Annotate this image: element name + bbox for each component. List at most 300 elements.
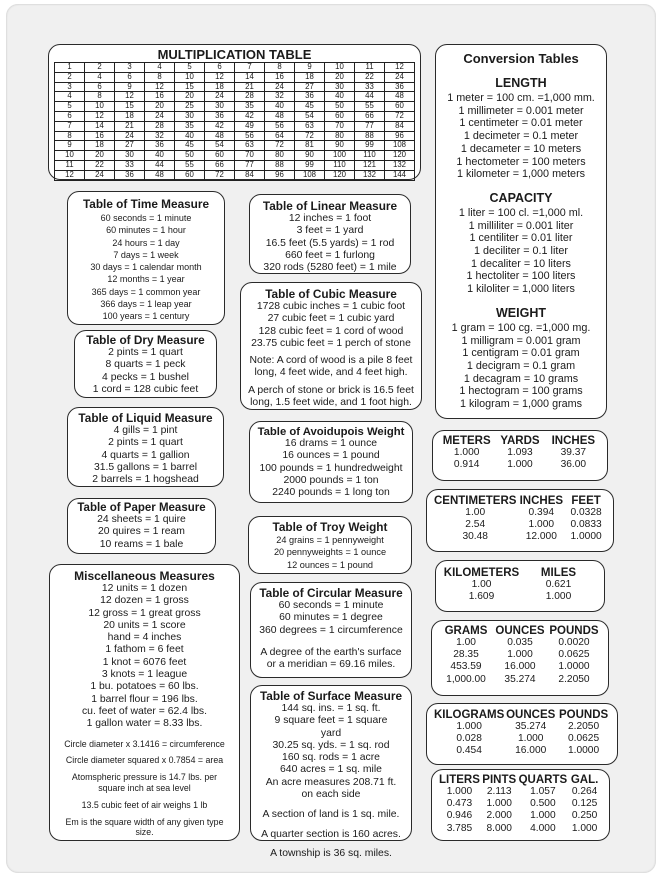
unit-value: 1.000 (507, 649, 533, 661)
multiplication-cell: 144 (385, 170, 415, 180)
multiplication-cell: 2 (55, 72, 85, 82)
multiplication-cell: 5 (55, 102, 85, 112)
measure-line: 3 knots = 1 league (101, 669, 188, 681)
miscellaneous-measures-notes (50, 739, 239, 839)
measure-line: 24 grains = 1 pennyweight (276, 535, 384, 545)
multiplication-cell: 54 (295, 111, 325, 121)
multiplication-cell: 77 (355, 121, 385, 131)
unit-value: 30.48 (462, 531, 488, 543)
multiplication-cell: 36 (385, 82, 415, 92)
multiplication-cell: 18 (85, 141, 115, 151)
avoirdupois-weight-title: Table of Avoidupois Weight (257, 426, 405, 438)
multiplication-cell: 42 (205, 121, 235, 131)
centimeters-inches-feet-table (426, 489, 614, 552)
multiplication-cell: 70 (325, 121, 355, 131)
multiplication-cell: 81 (295, 141, 325, 151)
multiplication-cell: 4 (145, 63, 175, 73)
measure-line: 360 degrees = 1 circumference (259, 624, 403, 636)
multiplication-cell: 3 (55, 82, 85, 92)
multiplication-cell: 14 (85, 121, 115, 131)
multiplication-cell: 6 (205, 63, 235, 73)
measure-line: 20 units = 1 score (103, 619, 186, 631)
unit-value: 1.000 (456, 721, 482, 732)
dry-measure-title: Table of Dry Measure (86, 333, 205, 347)
multiplication-cell: 60 (175, 170, 205, 180)
multiplication-cell: 30 (325, 82, 355, 92)
meters-yards-inches-table (432, 430, 608, 481)
multiplication-cell: 108 (385, 141, 415, 151)
multiplication-cell: 20 (145, 102, 175, 112)
unit-value: 36.00 (560, 459, 587, 471)
multiplication-cell: 63 (295, 121, 325, 131)
multiplication-cell: 12 (385, 63, 415, 73)
multiplication-cell: 121 (355, 160, 385, 170)
unit-value: 0.0625 (567, 733, 600, 745)
multiplication-grid (54, 62, 415, 181)
multiplication-cell: 72 (295, 131, 325, 141)
measure-line: 10 reams = 1 bale (99, 538, 184, 550)
multiplication-row (55, 121, 415, 131)
unit-value: 12.000 (525, 531, 557, 543)
miscellaneous-measures-panel (49, 564, 240, 841)
multiplication-cell: 18 (295, 72, 325, 82)
multiplication-cell: 27 (295, 82, 325, 92)
unit-value: 1.000 (486, 798, 512, 810)
multiplication-row (55, 102, 415, 112)
circular-measure-panel (250, 582, 412, 678)
linear-measure-panel (249, 194, 411, 274)
multiplication-cell: 12 (85, 111, 115, 121)
multiplication-cell: 40 (325, 92, 355, 102)
multiplication-cell: 20 (85, 151, 115, 161)
multiplication-cell: 66 (355, 111, 385, 121)
measure-line: 160 sq. rods = 1 acre (282, 752, 380, 764)
measure-line: Circle diameter x 3.1416 = circumference (64, 738, 225, 749)
multiplication-cell: 22 (355, 72, 385, 82)
conversion-line: 1 centiliter = 0.01 liter (469, 232, 573, 245)
multiplication-cell: 90 (325, 141, 355, 151)
measure-line: 2 pints = 1 quart (108, 437, 183, 449)
multiplication-cell: 55 (175, 160, 205, 170)
liquid-measure-lines (68, 425, 223, 486)
measure-line: 1 bu. potatoes = 60 lbs. (90, 681, 199, 693)
multiplication-cell: 24 (385, 72, 415, 82)
measure-line: Circle diameter squared x 0.7854 = area (65, 755, 224, 766)
multiplication-cell: 108 (295, 170, 325, 180)
multiplication-cell: 5 (175, 63, 205, 73)
multiplication-cell: 6 (115, 72, 145, 82)
measure-line: 2000 pounds = 1 ton (283, 474, 379, 486)
multiplication-cell: 6 (85, 82, 115, 92)
measure-line: A quarter section is 160 acres. (261, 828, 401, 840)
multiplication-cell: 45 (175, 141, 205, 151)
multiplication-cell: 6 (55, 111, 85, 121)
multiplication-table-title: MULTIPLICATION TABLE (157, 47, 312, 62)
multiplication-row (55, 72, 415, 82)
conversion-line: 1 decimeter = 0.1 meter (463, 130, 579, 143)
multiplication-cell: 80 (325, 131, 355, 141)
multiplication-cell: 132 (385, 160, 415, 170)
unit-value: 1.000 (453, 447, 480, 458)
unit-header: INCHES (519, 495, 564, 507)
circular-measure-notes (251, 647, 411, 672)
measure-line: 16 ounces = 1 pound (282, 450, 380, 462)
conversion-line: 1 centigram = 0.01 gram (462, 347, 580, 360)
multiplication-cell: 9 (115, 82, 145, 92)
conversion-line: 1 milligram = 0.001 gram (461, 334, 581, 347)
multiplication-cell: 50 (175, 151, 205, 161)
unit-value: 1.093 (507, 447, 533, 458)
multiplication-cell: 18 (205, 82, 235, 92)
multiplication-cell: 16 (265, 72, 295, 82)
cubic-measure-title: Table of Cubic Measure (265, 287, 397, 301)
measure-line: 7 days = 1 week (113, 249, 179, 260)
multiplication-cell: 36 (295, 92, 325, 102)
multiplication-cell: 24 (205, 92, 235, 102)
multiplication-cell: 88 (265, 160, 295, 170)
linear-measure-lines (250, 213, 410, 274)
conversion-line: 1 milliliter = 0.001 liter (468, 219, 574, 232)
measure-line: 660 feet = 1 furlong (285, 249, 375, 261)
measure-line: 4 gills = 1 pint (113, 425, 178, 436)
multiplication-cell: 2 (85, 63, 115, 73)
multiplication-cell: 10 (55, 151, 85, 161)
measure-line: 366 days = 1 leap year (100, 299, 192, 310)
measure-line: cu. feet of water = 62.4 lbs. (81, 705, 208, 717)
unit-value: 1.0000 (558, 661, 590, 673)
multiplication-cell: 4 (55, 92, 85, 102)
unit-value: 39.37 (560, 447, 587, 458)
liquid-measure-panel (67, 407, 224, 487)
unit-value: 1.057 (530, 786, 556, 797)
unit-value: 453.59 (450, 661, 482, 673)
unit-value: 2.54 (465, 519, 486, 531)
multiplication-cell: 110 (325, 160, 355, 170)
measure-line: 2 barrels = 1 hogshead (92, 474, 199, 486)
conversion-line: 1 hectogram = 100 grams (459, 385, 583, 398)
cubic-measure-notes (241, 355, 421, 409)
unit-value: 35.274 (515, 721, 547, 732)
circular-measure-lines (251, 600, 411, 637)
measure-line: 1728 cubic inches = 1 cubic foot (256, 301, 406, 312)
multiplication-cell: 100 (325, 151, 355, 161)
multiplication-cell: 15 (175, 82, 205, 92)
surface-measure-title: Table of Surface Measure (259, 689, 403, 703)
measure-line: 3 feet = 1 yard (296, 225, 364, 237)
multiplication-cell: 45 (295, 102, 325, 112)
unit-value: 1.000 (528, 519, 555, 531)
conversion-line: 1 kiloliter = 1,000 liters (467, 283, 575, 296)
unit-header: MILES (540, 567, 577, 579)
multiplication-cell: 44 (145, 160, 175, 170)
multiplication-cell: 12 (115, 92, 145, 102)
conversion-section-title: WEIGHT (496, 305, 546, 320)
multiplication-cell: 30 (175, 111, 205, 121)
measure-line: 16.5 feet (5.5 yards) = 1 rod (265, 237, 395, 249)
multiplication-cell: 33 (115, 160, 145, 170)
conversion-line: 1 decagram = 10 grams (463, 372, 579, 385)
unit-value: 1.0000 (567, 745, 600, 757)
multiplication-cell: 72 (265, 141, 295, 151)
conversion-tables-title: Conversion Tables (463, 51, 579, 66)
multiplication-cell: 12 (55, 170, 85, 180)
multiplication-cell: 40 (265, 102, 295, 112)
measure-line: Em is the square width of any given type size. (65, 816, 224, 838)
unit-header: GAL. (570, 774, 599, 786)
measure-line: 1 gallon water = 8.33 lbs. (86, 718, 203, 730)
multiplication-cell: 12 (205, 72, 235, 82)
multiplication-cell: 54 (205, 141, 235, 151)
multiplication-cell: 10 (175, 72, 205, 82)
kilometers-miles-table (435, 560, 605, 612)
cubic-measure-panel (240, 282, 422, 410)
time-measure-panel (67, 191, 225, 325)
multiplication-cell: 14 (235, 72, 265, 82)
multiplication-cell: 28 (145, 121, 175, 131)
conversion-line: 1 decameter = 10 meters (460, 142, 582, 155)
multiplication-cell: 35 (175, 121, 205, 131)
multiplication-cell: 84 (235, 170, 265, 180)
multiplication-cell: 11 (55, 160, 85, 170)
measure-line: 12 ounces = 1 pound (286, 559, 374, 570)
measure-line: 640 acres = 1 sq. mile (280, 764, 382, 776)
dry-measure-lines (75, 347, 216, 396)
measure-line: 60 minutes = 1 hour (106, 225, 186, 236)
unit-value: 1.000 (517, 733, 544, 745)
conversion-section-lines (436, 322, 606, 411)
multiplication-table-panel (48, 44, 421, 180)
unit-value: 16.000 (504, 661, 536, 673)
measure-line: 4 quarts = 1 gallion (101, 449, 190, 461)
measure-line: 1 fathom = 6 feet (105, 644, 184, 656)
multiplication-cell: 70 (235, 151, 265, 161)
measure-line: 12 dozen = 1 gross (100, 595, 189, 607)
unit-value: 2.2050 (558, 673, 590, 685)
measure-line: An acre measures 208.71 ft. on each side (265, 776, 397, 801)
measure-line: 320 rods (5280 feet) = 1 mile (263, 262, 397, 274)
unit-value: 1.000 (571, 822, 598, 834)
multiplication-cell: 8 (265, 63, 295, 73)
multiplication-row (55, 82, 415, 92)
multiplication-cell: 55 (355, 102, 385, 112)
unit-value: 0.914 (453, 459, 480, 471)
measure-line: 128 cubic feet = 1 cord of wood (258, 325, 404, 337)
measure-line: 12 months = 1 year (107, 274, 185, 285)
unit-value: 4.000 (530, 822, 556, 834)
measure-line: 13.5 cubic feet of air weighs 1 lb (81, 799, 208, 810)
unit-value: 0.394 (528, 507, 555, 518)
measure-line: 24 hours = 1 day (112, 237, 180, 248)
unit-header: GRAMS (444, 625, 488, 637)
multiplication-cell: 25 (175, 102, 205, 112)
multiplication-cell: 120 (385, 151, 415, 161)
liters-pints-quarts-gallons-table (431, 769, 610, 841)
measure-line: A degree of the earth's surface or a meridian = 69.16 miles. (260, 646, 402, 671)
measure-line: 100 years = 1 century (102, 311, 190, 322)
liquid-measure-title: Table of Liquid Measure (78, 411, 213, 425)
unit-value: 1.00 (465, 507, 486, 518)
multiplication-cell: 12 (145, 82, 175, 92)
circular-measure-title: Table of Circular Measure (259, 586, 403, 600)
measure-line: 12 gross = 1 great gross (88, 607, 201, 619)
multiplication-cell: 33 (355, 82, 385, 92)
unit-value: 8.000 (486, 822, 512, 834)
multiplication-row (55, 111, 415, 121)
measure-line: A township is 36 sq. miles. (270, 847, 392, 859)
multiplication-cell: 96 (265, 170, 295, 180)
measure-line: 1 cord = 128 cubic feet (92, 383, 199, 395)
surface-measure-lines (251, 703, 411, 801)
conversion-section-title: CAPACITY (489, 190, 553, 205)
multiplication-cell: 20 (175, 92, 205, 102)
measure-line: 2240 pounds = 1 long ton (272, 487, 390, 499)
unit-value: 1.609 (468, 591, 495, 603)
multiplication-cell: 60 (205, 151, 235, 161)
multiplication-cell: 99 (355, 141, 385, 151)
multiplication-cell: 110 (355, 151, 385, 161)
measure-line: 31.5 gallons = 1 barrel (93, 461, 198, 473)
avoirdupois-weight-lines (250, 438, 412, 499)
unit-value: 1.00 (456, 637, 476, 648)
conversion-line: 1 kilometer = 1,000 meters (456, 168, 586, 181)
multiplication-cell: 60 (385, 102, 415, 112)
measure-line: 100 pounds = 1 hundredweight (259, 462, 403, 474)
measure-line: 23.75 cubic feet = 1 perch of stone (251, 337, 411, 349)
multiplication-cell: 88 (355, 131, 385, 141)
unit-header: CENTIMETERS (434, 495, 517, 507)
multiplication-cell: 40 (145, 151, 175, 161)
paper-measure-lines (68, 514, 215, 551)
unit-value: 0.0833 (570, 519, 602, 531)
multiplication-cell: 99 (295, 160, 325, 170)
unit-value: 1.00 (471, 579, 492, 590)
multiplication-cell: 56 (265, 121, 295, 131)
unit-value: 0.125 (571, 798, 598, 810)
dry-measure-panel (74, 330, 217, 398)
measure-line: 365 days = 1 common year (91, 286, 201, 297)
multiplication-cell: 27 (115, 141, 145, 151)
conversion-section-lines (436, 207, 606, 296)
unit-header: FEET (571, 495, 601, 507)
measure-line: 30.25 sq. yds. = 1 sq. rod (272, 739, 390, 751)
troy-weight-panel (248, 516, 412, 574)
multiplication-cell: 36 (115, 170, 145, 180)
multiplication-cell: 16 (145, 92, 175, 102)
conversion-line: 1 decigram = 0.1 gram (466, 359, 576, 372)
multiplication-cell: 42 (235, 111, 265, 121)
conversion-line: 1 centimeter = 0.01 meter (459, 117, 583, 130)
unit-header: INCHES (551, 435, 596, 447)
measure-line: 60 seconds = 1 minute (100, 213, 192, 223)
cubic-measure-lines (241, 301, 421, 350)
time-measure-title: Table of Time Measure (82, 197, 210, 211)
measure-line: 60 minutes = 1 degree (279, 612, 383, 624)
conversion-line: 1 millimeter = 0.001 meter (458, 104, 584, 117)
multiplication-cell: 90 (295, 151, 325, 161)
unit-value: 2.000 (486, 810, 512, 822)
multiplication-cell: 9 (55, 141, 85, 151)
unit-header: METERS (442, 435, 491, 447)
unit-value: 0.946 (446, 810, 473, 822)
measure-line: 30 days = 1 calendar month (90, 262, 202, 273)
unit-value: 2.113 (486, 786, 512, 797)
multiplication-cell: 11 (355, 63, 385, 73)
multiplication-row (55, 63, 415, 73)
multiplication-cell: 80 (265, 151, 295, 161)
unit-value: 1.000 (507, 459, 533, 471)
unit-value: 1.0000 (570, 531, 602, 543)
measure-line: 16 drams = 1 ounce (284, 438, 378, 449)
measure-line: 20 pennyweights = 1 ounce (273, 547, 387, 558)
unit-value: 0.0328 (570, 507, 602, 518)
linear-measure-title: Table of Linear Measure (262, 199, 398, 213)
multiplication-cell: 49 (235, 121, 265, 131)
multiplication-cell: 64 (265, 131, 295, 141)
multiplication-cell: 36 (145, 141, 175, 151)
multiplication-cell: 16 (85, 131, 115, 141)
multiplication-row (55, 92, 415, 102)
measure-line: Atomspheric pressure is 14.7 lbs. per square inch at sea level (71, 772, 218, 793)
multiplication-row (55, 170, 415, 180)
multiplication-cell: 24 (85, 170, 115, 180)
multiplication-row (55, 131, 415, 141)
conversion-line: 1 decaliter = 10 liters (471, 257, 571, 270)
multiplication-cell: 22 (85, 160, 115, 170)
paper-measure-title: Table of Paper Measure (77, 502, 206, 514)
troy-weight-lines (249, 534, 411, 571)
unit-value: 0.0020 (558, 637, 590, 648)
multiplication-cell: 7 (55, 121, 85, 131)
multiplication-cell: 10 (325, 63, 355, 73)
multiplication-cell: 50 (325, 102, 355, 112)
conversion-tables-panel (435, 44, 607, 419)
multiplication-cell: 24 (115, 131, 145, 141)
unit-value: 0.0625 (558, 649, 590, 661)
unit-value: 0.035 (507, 637, 533, 648)
unit-value: 1,000.00 (446, 673, 486, 685)
multiplication-cell: 48 (145, 170, 175, 180)
multiplication-cell: 30 (115, 151, 145, 161)
multiplication-row (55, 160, 415, 170)
unit-header: OUNCES (506, 709, 556, 721)
multiplication-cell: 77 (235, 160, 265, 170)
multiplication-cell: 30 (205, 102, 235, 112)
multiplication-cell: 28 (235, 92, 265, 102)
multiplication-cell: 72 (385, 111, 415, 121)
unit-header: KILOGRAMS (434, 709, 505, 721)
multiplication-cell: 36 (205, 111, 235, 121)
unit-value: 0.621 (545, 579, 572, 590)
unit-value: 0.250 (571, 810, 598, 822)
multiplication-cell: 15 (115, 102, 145, 112)
multiplication-cell: 9 (295, 63, 325, 73)
multiplication-cell: 10 (85, 102, 115, 112)
measure-line: 1 knot = 6076 feet (102, 656, 187, 668)
miscellaneous-measures-title: Miscellaneous Measures (74, 569, 215, 583)
time-measure-lines (68, 212, 224, 323)
multiplication-cell: 66 (205, 160, 235, 170)
multiplication-cell: 60 (325, 111, 355, 121)
measure-line: 9 square feet = 1 square yard (274, 715, 388, 739)
unit-value: 0.028 (456, 733, 482, 745)
conversion-line: 1 liter = 100 cl. =1,000 ml. (458, 206, 584, 219)
avoirdupois-weight-panel (249, 421, 413, 503)
measure-line: 2 pints = 1 quart (108, 347, 183, 358)
unit-header: POUNDS (549, 625, 599, 637)
unit-value: 3.785 (446, 822, 473, 834)
unit-header: LITERS (439, 774, 480, 786)
conversion-line: 1 meter = 100 cm. =1,000 mm. (447, 92, 595, 104)
